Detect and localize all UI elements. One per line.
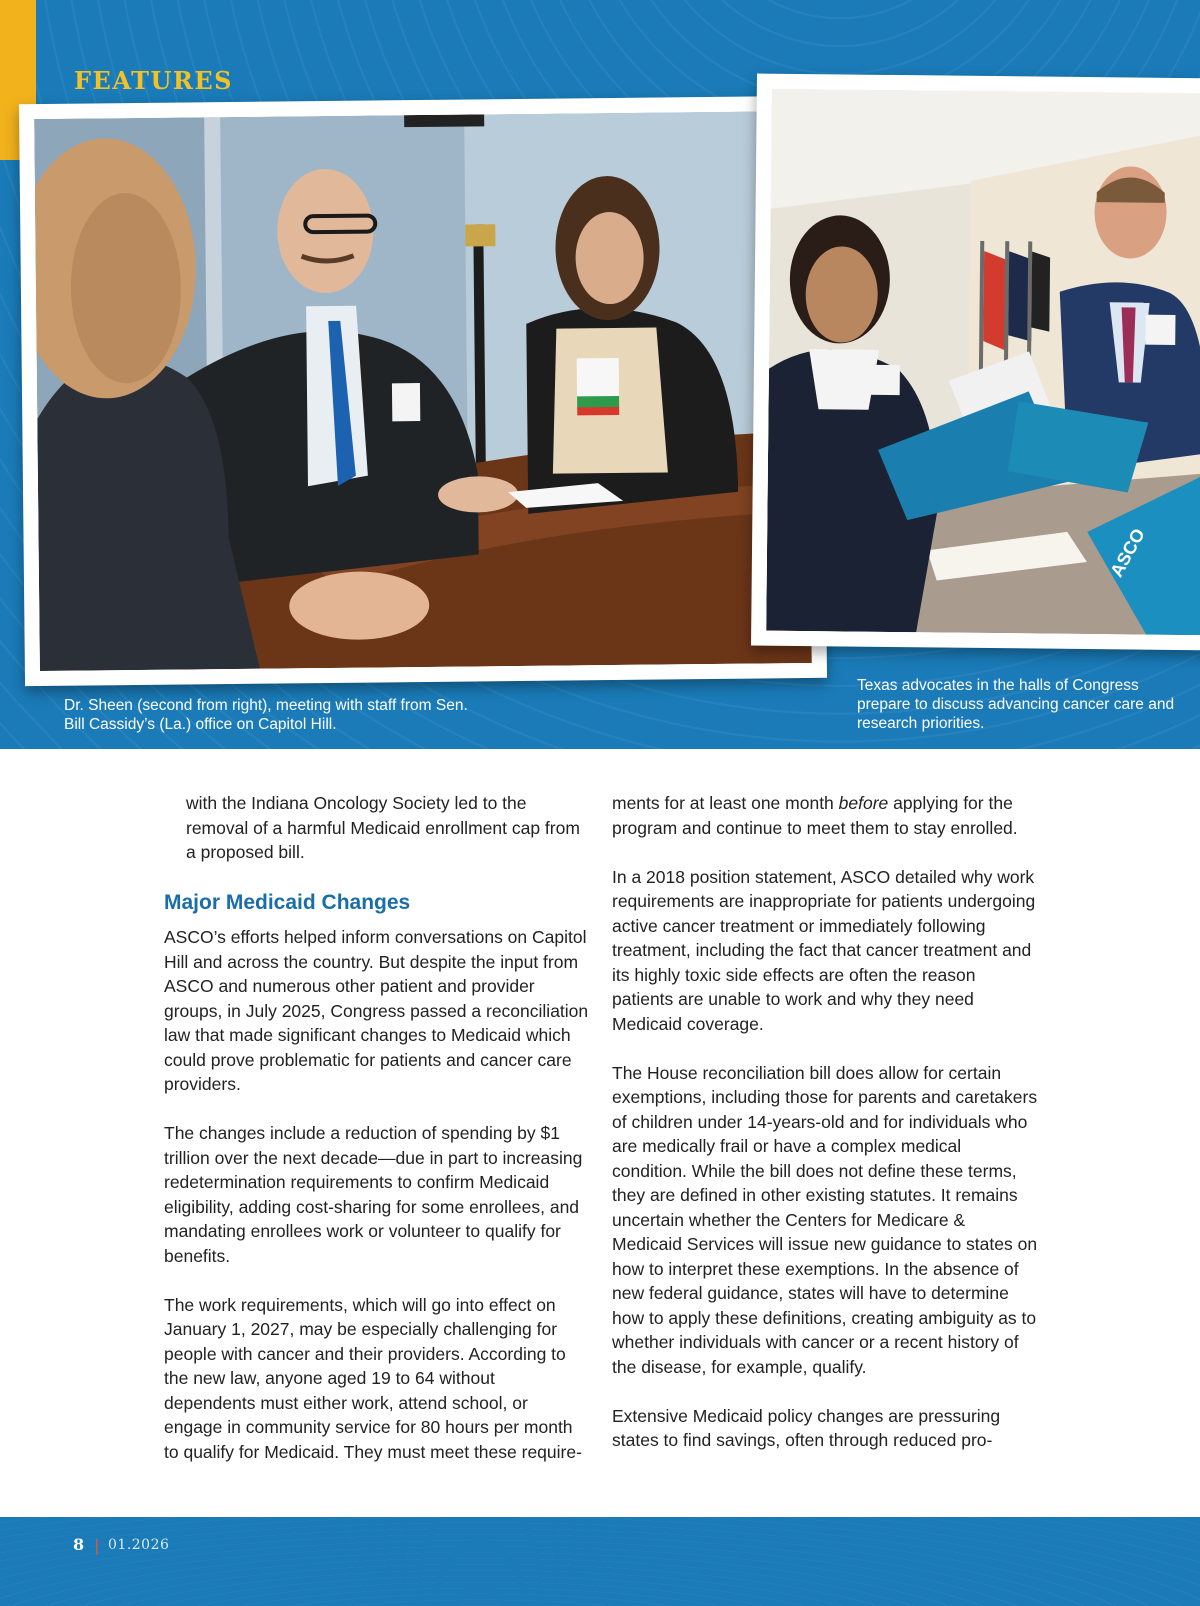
photo-hallway [766, 89, 1200, 636]
body-paragraph: The changes include a reduction of spending by $1 trillion over the next decade—due in part to increasing redetermination requirements to confirm Medicaid eligibility, adding cost-sharing for some enrollees, and mandating enrollees work or volunteer to qualify for benefits. [164, 1123, 583, 1266]
page-footer [0, 1517, 1200, 1606]
body-paragraph: In a 2018 position statement, ASCO detailed why work requirements are inappropriate for patients undergoing active cancer treatment or immediately following treatment, including the fact that cancer treatment and its highly toxic side effects are often the reason patients are unable to work and why they need Medicaid coverage. [612, 866, 1036, 1034]
article-column-right [612, 791, 1038, 1477]
folder-logo: ASCO [1106, 525, 1149, 581]
emphasis-text: before [838, 793, 889, 813]
page-number: 8 [73, 1535, 85, 1554]
article-body [0, 749, 1200, 1517]
body-paragraph: Extensive Medicaid policy changes are pressuring states to find savings, often through reduced pro- [612, 1405, 1001, 1450]
intro-paragraph: with the Indiana Oncology Society led to the removal of a harmful Medicaid enrollment cap from a proposed bill. [186, 793, 580, 862]
photo-caption-right: Texas advocates in the halls of Congress prepare to discuss advancing cancer care and research priorities. [857, 677, 1175, 732]
section-heading: Major Medicaid Changes [164, 891, 411, 914]
text-run: applying for the program and continue to meet them to stay enrolled. [612, 793, 1018, 838]
text-run: ments for at least one month [612, 793, 839, 813]
body-paragraph: The work requirements, which will go into effect on January 1, 2027, may be especially challenging for people with cancer and their providers. According to the new law, anyone aged 19 to 64 without dependents must either work, attend school, or engage in community service for 80 hours per month to qualify for Medicaid. They must meet these require- [164, 1294, 582, 1462]
body-paragraph [612, 791, 1038, 840]
photo-hallway-frame [751, 74, 1200, 651]
body-paragraph: The House reconciliation bill does allow for certain exemptions, including those for parents and caretakers of children under 14-years-old and for individuals who are medically frail or have a complex medical condition. While the bill does not define these terms, they are defined in other existing statutes. It remains uncertain whether the Centers for Medicare & Medicaid Services will issue new guidance to states on how to interpret these exemptions. In the absence of new federal guidance, states will have to determine how to apply these definitions, creating ambiguity as to whether individuals with cancer or a recent history of the disease, for example, qualify. [612, 1062, 1038, 1377]
meeting-photo-illustration [34, 111, 812, 671]
body-paragraph: ASCO’s efforts helped inform conversations on Capitol Hill and across the country. But despite the input from ASCO and numerous other patient and provider groups, in July 2025, Congress passed a reconciliation law that made significant changes to Medicaid which could prove problematic for patients and cancer care providers. [164, 927, 589, 1094]
footer-separator: | [94, 1536, 100, 1555]
photo-meeting [34, 111, 812, 671]
issue-date: 01.2026 [108, 1537, 170, 1553]
article-column-left [164, 791, 590, 1489]
photo-meeting-frame [19, 96, 827, 686]
photo-caption-left: Dr. Sheen (second from right), meeting with staff from Sen. Bill Cassidy’s (La.) office on Capitol Hill. [64, 697, 468, 733]
section-label: FEATURES [74, 66, 233, 95]
